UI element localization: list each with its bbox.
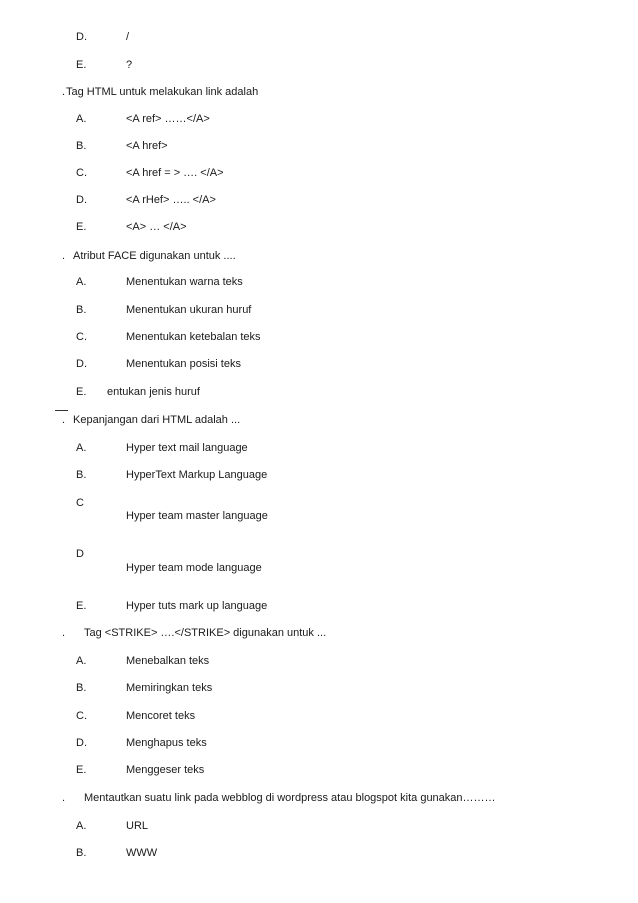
option-letter: C.: [76, 331, 87, 343]
option-text: Menggeser teks: [126, 764, 205, 776]
option-letter: A.: [76, 276, 87, 288]
option-text: <A> … </A>: [126, 221, 187, 233]
option-letter: B.: [76, 469, 87, 481]
option-letter: C.: [76, 710, 87, 722]
option-letter: D.: [76, 737, 87, 749]
question-number: .: [62, 414, 66, 426]
option-letter: E.: [76, 221, 87, 233]
option-text: Menebalkan teks: [126, 655, 210, 667]
option-text: WWW: [126, 847, 158, 859]
option-text: Hyper text mail language: [126, 442, 248, 454]
option-letter: B.: [76, 304, 87, 316]
option-text: Menghapus teks: [126, 737, 207, 749]
option-text: <A ref> ……</A>: [126, 113, 210, 125]
option-text: Mencoret teks: [126, 710, 196, 722]
question-text: Tag HTML untuk melakukan link adalah: [66, 86, 259, 98]
option-letter: C.: [76, 167, 87, 179]
underline-mark: [55, 410, 68, 411]
option-text: Menentukan posisi teks: [126, 358, 241, 370]
option-letter: E.: [76, 764, 87, 776]
option-letter: B.: [76, 140, 87, 152]
option-text: Hyper team master language: [126, 510, 268, 522]
option-text: Hyper team mode language: [126, 562, 262, 574]
option-letter: A.: [76, 820, 87, 832]
option-text: ?: [126, 59, 133, 71]
question-text: Kepanjangan dari HTML adalah ...: [73, 414, 241, 426]
option-letter: D.: [76, 194, 87, 206]
option-text: HyperText Markup Language: [126, 469, 268, 481]
option-text: <A href>: [126, 140, 168, 152]
question-number: .: [62, 792, 66, 804]
question-text: Atribut FACE digunakan untuk ....: [73, 250, 236, 262]
question-number: .: [62, 250, 66, 262]
question-number: .: [62, 86, 66, 98]
question-text: Tag <STRIKE> ….</STRIKE> digunakan untuk ...: [84, 627, 327, 639]
option-text: Menentukan ketebalan teks: [126, 331, 261, 343]
option-letter: E.: [76, 600, 87, 612]
option-text: Hyper tuts mark up language: [126, 600, 268, 612]
option-letter: A.: [76, 655, 87, 667]
option-text: Memiringkan teks: [126, 682, 213, 694]
option-text: URL: [126, 820, 149, 832]
option-letter: A.: [76, 113, 87, 125]
option-text: /: [126, 31, 130, 43]
option-text: Menentukan ukuran huruf: [126, 304, 252, 316]
option-letter: B.: [76, 682, 87, 694]
option-letter: D.: [76, 358, 87, 370]
option-letter: D: [76, 548, 84, 560]
option-letter: C: [76, 497, 84, 509]
option-text: entukan jenis huruf: [107, 386, 200, 398]
option-letter: D.: [76, 31, 87, 43]
question-number: .: [62, 627, 66, 639]
option-letter: E.: [76, 386, 87, 398]
option-letter: E.: [76, 59, 87, 71]
option-text: <A href = > …. </A>: [126, 167, 224, 179]
option-text: <A rHef> ….. </A>: [126, 194, 216, 206]
option-letter: A.: [76, 442, 87, 454]
option-letter: B.: [76, 847, 87, 859]
option-text: Menentukan warna teks: [126, 276, 243, 288]
question-text: Mentautkan suatu link pada webblog di wordpress atau blogspot kita gunakan………: [84, 792, 496, 804]
